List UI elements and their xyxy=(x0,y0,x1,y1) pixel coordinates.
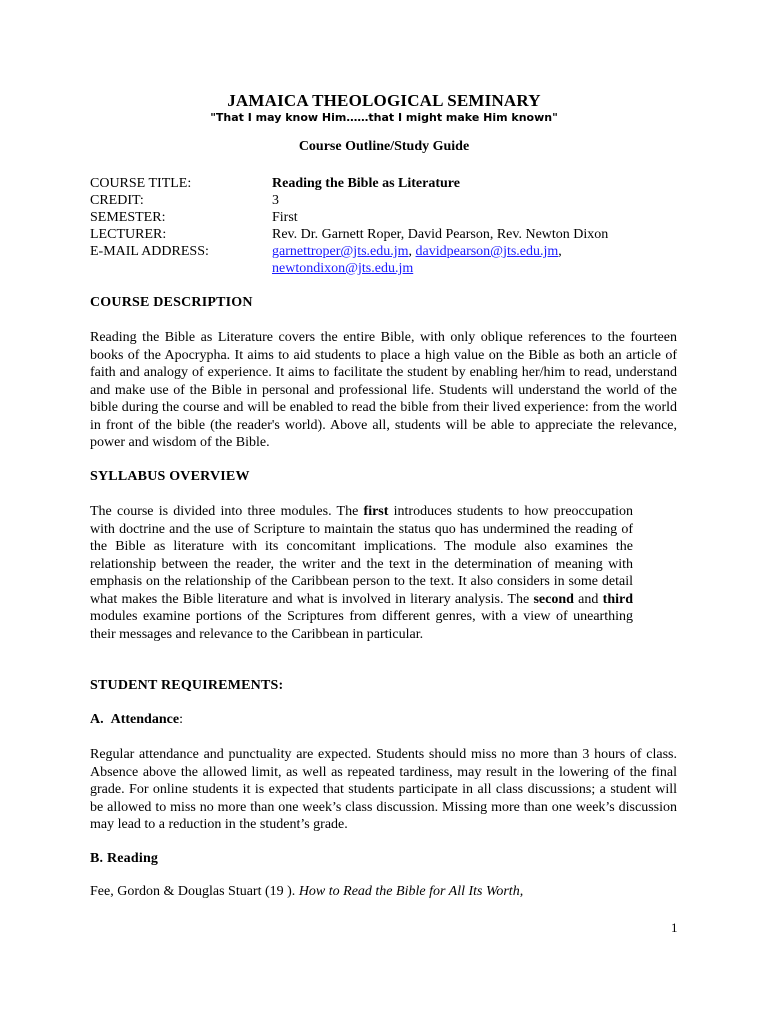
syllabus-text-2: introduces students to how preoccupation with doctrine and the use of Scripture to maintain the status quo has undermined the reading of the Bible as literature with its concomitant implications. The module also examines the relationship between the reader, the writer and the text in the determination of meaning with emphasis on the relationship of the Caribbean person to the text. It also considers in some detail what makes the Bible literature and what is involved in literary analysis. The xyxy=(90,504,633,607)
attendance-text xyxy=(90,746,677,834)
syllabus-second-emphasis: second xyxy=(533,591,574,607)
email-values-continued xyxy=(272,260,413,277)
page-number: 1 xyxy=(671,920,678,935)
attendance-heading xyxy=(90,712,183,728)
semester-row xyxy=(90,209,670,226)
credit-value: 3 xyxy=(272,193,279,208)
syllabus-overview-text xyxy=(90,503,633,643)
institution-title: JAMAICA THEOLOGICAL SEMINARY xyxy=(227,91,541,110)
credit-label: CREDIT: xyxy=(90,193,144,208)
attendance-colon: : xyxy=(179,712,183,727)
attendance-paragraph: Regular attendance and punctuality are expected. Students should miss no more than 3 hours of class. Absence above the allowed limit, as well as repeated tardiness, may result in the lowering of the final grade. For online students it is expected that students participate in all class discussions; a student will be allowed to miss no more than one week’s class discussion. Missing more than one week’s discussion may lead to a reduction in the student’s grade. xyxy=(90,747,677,832)
course-description-paragraph: Reading the Bible as Literature covers the entire Bible, with only oblique references to the fourteen books of the Apocrypha. It aims to aid students to place a high value on the Bible as both an article of faith and analogy of experience. It aims to facilitate the student by enabling her/him to read, understand and make use of the Bible in personal and professional life. Students will understand the world of the bible during the course and will be enabled to read the bible from their lived experience: from the world in front of the bible (the reader's world). Above all, students will be able to appreciate the relevance, power and wisdom of the Bible. xyxy=(90,330,677,450)
syllabus-overview-heading: SYLLABUS OVERVIEW xyxy=(90,469,250,484)
syllabus-paragraph xyxy=(90,503,633,643)
email-link-pearson[interactable]: davidpearson@jts.edu.jm xyxy=(415,244,559,259)
lecturer-label: LECTURER: xyxy=(90,227,167,242)
email-row xyxy=(90,243,670,260)
syllabus-first-emphasis: first xyxy=(363,504,389,519)
reading-reference xyxy=(90,884,523,900)
email-values xyxy=(272,243,562,260)
attendance-letter: A. xyxy=(90,712,104,727)
reading-book-title: How to Read the Bible for All Its Worth, xyxy=(298,884,524,899)
email-separator: , xyxy=(558,244,562,259)
credit-row xyxy=(90,192,670,209)
lecturer-row xyxy=(90,226,670,243)
email-link-roper[interactable]: garnettroper@jts.edu.jm xyxy=(272,244,409,259)
reading-author: Fee, Gordon & Douglas Stuart (19 ). xyxy=(90,884,299,899)
course-title-value: Reading the Bible as Literature xyxy=(272,176,460,191)
reading-heading: B. Reading xyxy=(90,851,159,866)
course-title-label: COURSE TITLE: xyxy=(90,176,192,191)
attendance-title: Attendance xyxy=(110,712,180,727)
student-requirements-heading: STUDENT REQUIREMENTS: xyxy=(90,678,284,693)
syllabus-text-1: The course is divided into three modules. The xyxy=(90,504,364,519)
semester-label: SEMESTER: xyxy=(90,210,166,225)
semester-value: First xyxy=(272,210,298,225)
email-row-continued xyxy=(90,260,670,277)
course-title-row xyxy=(90,175,670,192)
motto: "That I may know Him……that I might make Him known" xyxy=(210,111,558,124)
email-label: E-MAIL ADDRESS: xyxy=(90,244,209,259)
course-description-text xyxy=(90,329,677,452)
lecturer-value: Rev. Dr. Garnett Roper, David Pearson, Rev. Newton Dixon xyxy=(272,227,609,242)
syllabus-text-4: modules examine portions of the Scriptures from different genres, with a view of unearthing their messages and relevance to the Caribbean in particular. xyxy=(90,609,633,642)
email-separator: , xyxy=(408,244,413,259)
email-link-dixon[interactable]: newtondixon@jts.edu.jm xyxy=(272,261,414,276)
document-type-title: Course Outline/Study Guide xyxy=(298,139,470,154)
syllabus-third-emphasis: third xyxy=(602,591,633,607)
syllabus-text-3: and xyxy=(573,591,603,607)
course-description-heading: COURSE DESCRIPTION xyxy=(90,295,253,310)
